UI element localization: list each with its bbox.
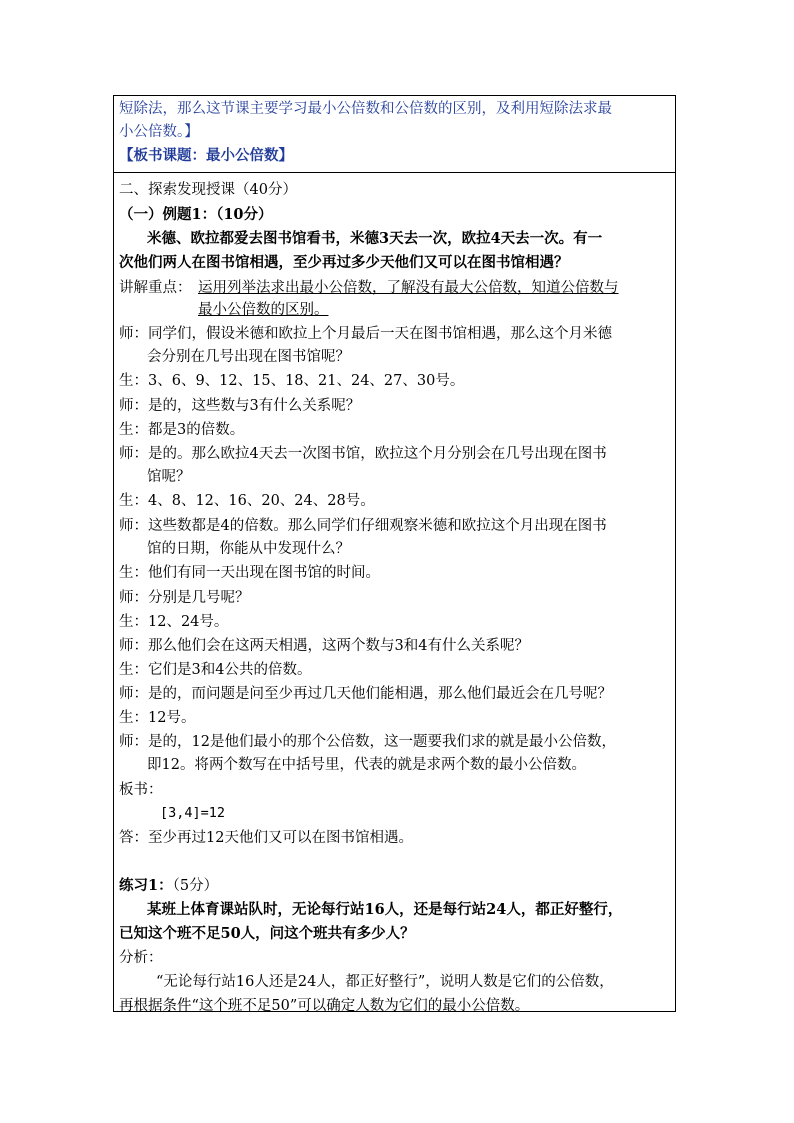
dialogue-line: 即12。将两个数写在中括号里，代表的就是求两个数的最小公倍数。 <box>147 757 586 773</box>
dialogue-line: 生：它们是3和4公共的倍数。 <box>119 662 312 678</box>
practice-heading <box>119 876 218 896</box>
key-point-text: 最小公倍数的区别。 <box>198 302 329 318</box>
dialogue-line: 师：同学们，假设米德和欧拉上个月最后一天在图书馆相遇，那么这个月米德 <box>119 326 612 342</box>
dialogue-line: 师：是的，这些数与3有什么关系呢？ <box>119 398 361 414</box>
analysis-label: 分析： <box>119 950 163 966</box>
board-formula: [3,4]=12 <box>160 805 226 821</box>
dialogue-line: 师：是的，而问题是问至少再过几天他们能相遇，那么他们最近会在几号呢？ <box>119 686 612 702</box>
dialogue-line: 馆呢？ <box>147 469 191 485</box>
dialogue-line: 生：都是3的倍数。 <box>119 422 245 438</box>
dialogue-line: 师：那么他们会在这两天相遇，这两个数与3和4有什么关系呢？ <box>119 638 529 654</box>
practice-heading-time: （5分） <box>172 878 219 894</box>
example-problem: 米德、欧拉都爱去图书馆看书，米德3天去一次，欧拉4天去一次。有一 <box>147 230 603 247</box>
board-title: 【板书课题：最小公倍数】 <box>119 147 293 164</box>
dialogue-line: 生：3、6、9、12、15、18、21、24、27、30号。 <box>119 373 465 389</box>
dialogue-line: 生：12号。 <box>119 710 196 726</box>
dialogue-line: 生：他们有同一天出现在图书馆的时间。 <box>119 565 380 581</box>
example-problem: 次他们两人在图书馆相遇，至少再过多少天他们又可以在图书馆相遇？ <box>119 254 569 271</box>
practice-problem: 某班上体育课站队时，无论每行站16人，还是每行站24人，都正好整行， <box>147 901 623 918</box>
dialogue-line: 会分别在几号出现在图书馆呢？ <box>147 349 350 365</box>
practice-problem: 已知这个班不足50人，问这个班共有多少人？ <box>119 925 415 942</box>
example-heading: （一）例题1：（10分） <box>119 206 273 223</box>
dialogue-line: 生：4、8、12、16、20、24、28号。 <box>119 493 375 509</box>
section-heading: 二、探索发现授课（40分） <box>119 182 297 198</box>
dialogue-line: 师：是的，12是他们最小的那个公倍数，这一题要我们求的就是最小公倍数， <box>119 734 616 750</box>
dialogue-line: 师：分别是几号呢？ <box>119 590 250 606</box>
dialogue-line: 生：12、24号。 <box>119 614 229 630</box>
dialogue-line: 馆的日期，你能从中发现什么？ <box>147 541 350 557</box>
key-point-label: 讲解重点： <box>119 280 192 296</box>
board-label: 板书： <box>119 782 163 798</box>
intro-text-line: 小公倍数。】 <box>119 124 199 140</box>
practice-heading-label: 练习1： <box>119 877 173 894</box>
dialogue-line: 师：是的。那么欧拉4天去一次图书馆，欧拉这个月分别会在几号出现在图书 <box>119 446 607 462</box>
analysis-text: 再根据条件“这个班不足50”可以确定人数为它们的最小公倍数。 <box>119 998 530 1014</box>
analysis-text: “无论每行站16人还是24人，都正好整行”，说明人数是它们的公倍数， <box>156 974 614 990</box>
answer-line: 答：至少再过12天他们又可以在图书馆相遇。 <box>119 830 413 846</box>
key-point-text: 运用列举法求出最小公倍数，了解没有最大公倍数，知道公倍数与 <box>198 280 619 296</box>
intro-text-line: 短除法，那么这节课主要学习最小公倍数和公倍数的区别，及利用短除法求最 <box>119 101 612 117</box>
dialogue-line: 师：这些数都是4的倍数。那么同学们仔细观察米德和欧拉这个月出现在图书 <box>119 518 607 534</box>
